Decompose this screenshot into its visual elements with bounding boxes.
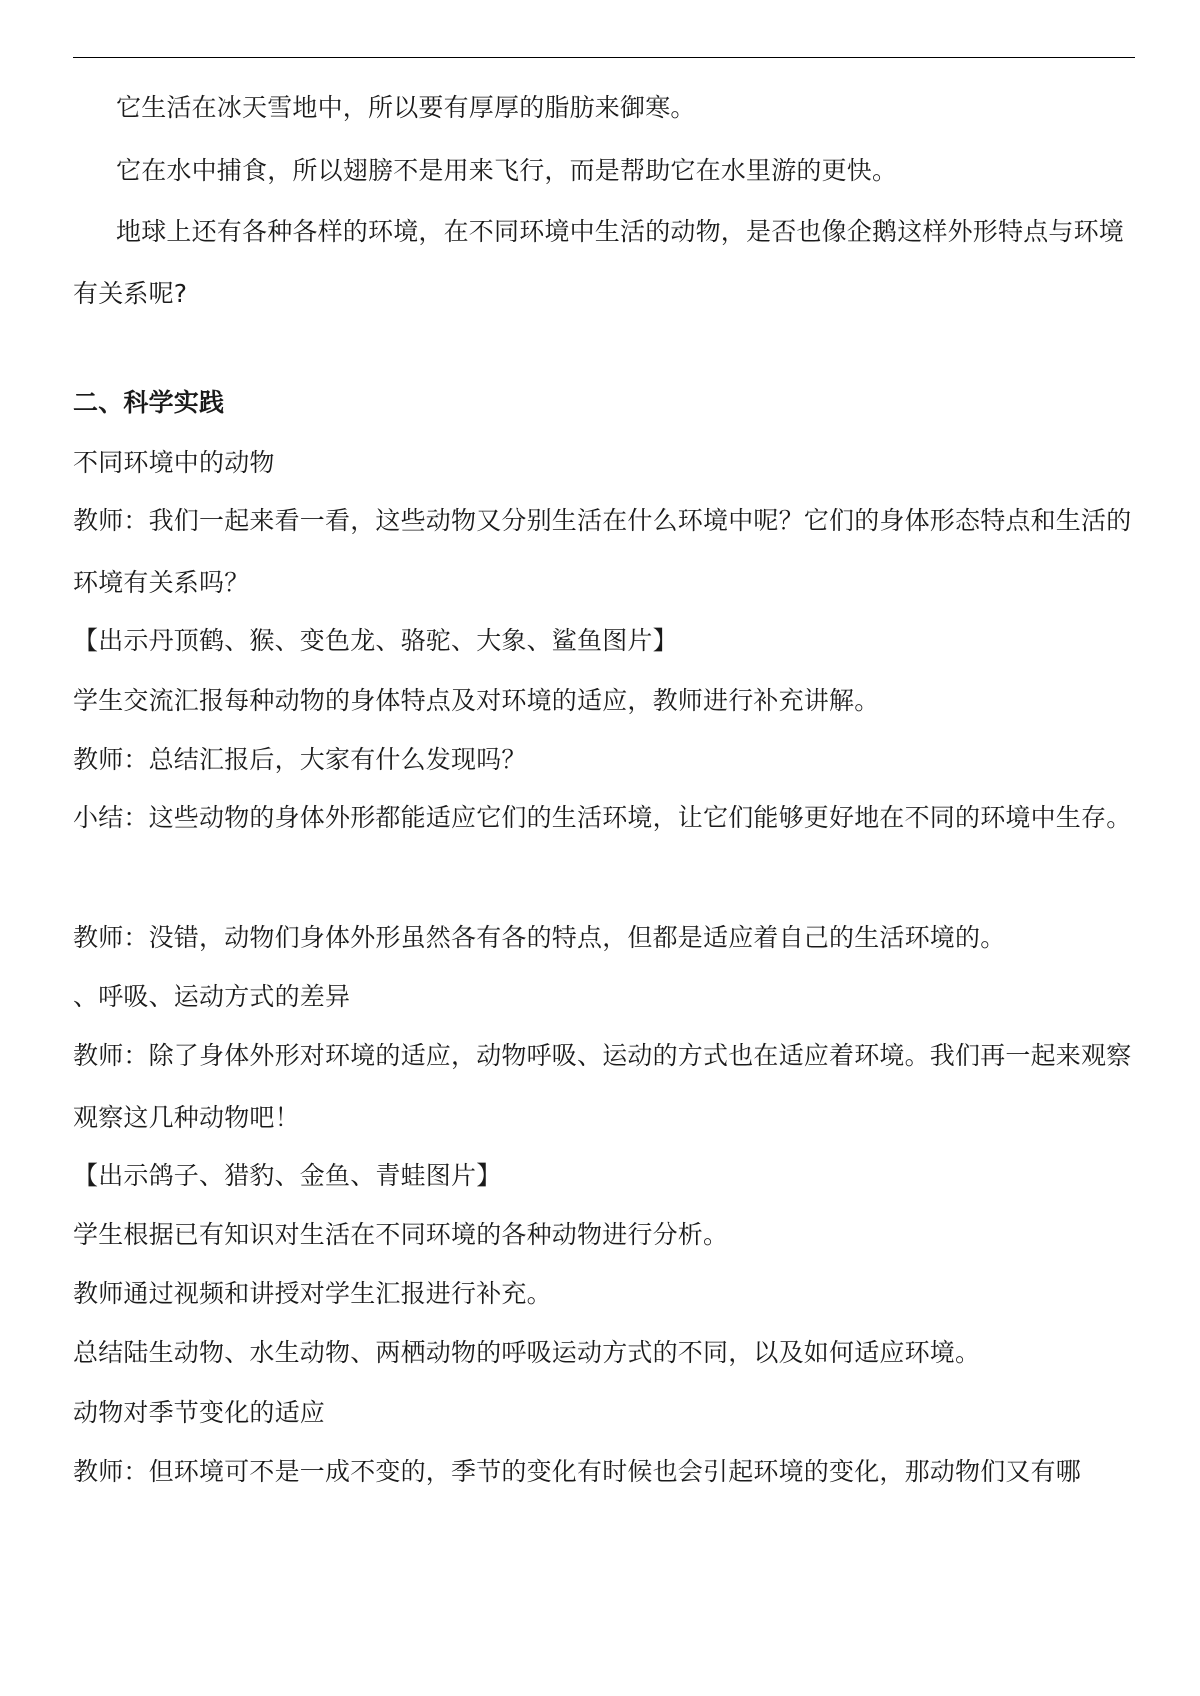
subheading-breathing-movement: 、呼吸、运动方式的差异 <box>73 982 351 1011</box>
summary-breathing-line: 总结陆生动物、水生动物、两栖动物的呼吸运动方式的不同，以及如何适应环境。 <box>73 1338 981 1367</box>
paragraph-fat: 它生活在冰天雪地中，所以要有厚厚的脂肪来御寒。 <box>116 93 696 122</box>
student-analysis-line: 学生根据已有知识对生活在不同环境的各种动物进行分析。 <box>73 1220 729 1249</box>
teacher-line-1: 教师：我们一起来看一看，这些动物又分别生活在什么环境中呢？它们的身体形态特点和生活的环境有关系吗？ <box>73 506 1132 597</box>
teacher-line-4: 教师：除了身体外形对环境的适应，动物呼吸、运动的方式也在适应着环境。我们再一起来观察观察这几种动物吧！ <box>73 1041 1132 1132</box>
paragraph-wings: 它在水中捕食，所以翅膀不是用来飞行，而是帮助它在水里游的更快。 <box>116 156 898 185</box>
subheading-environment-animals: 不同环境中的动物 <box>73 448 275 477</box>
paragraph-question: 地球上还有各种各样的环境，在不同环境中生活的动物，是否也像企鹅这样外形特点与环境有关系呢? <box>73 217 1125 308</box>
teacher-supplement-line: 教师通过视频和讲授对学生汇报进行补充。 <box>73 1279 552 1308</box>
section-heading: 二、科学实践 <box>73 388 225 417</box>
header-rule <box>73 57 1135 58</box>
teacher-line-2: 教师：总结汇报后，大家有什么发现吗？ <box>73 745 527 774</box>
show-pictures-2: 【出示鸽子、猎豹、金鱼、青蛙图片】 <box>73 1161 502 1190</box>
teacher-line-5: 教师：但环境可不是一成不变的，季节的变化有时候也会引起环境的变化，那动物们又有哪 <box>73 1457 1082 1486</box>
subheading-seasonal-adaptation: 动物对季节变化的适应 <box>73 1398 326 1427</box>
student-report-line: 学生交流汇报每种动物的身体特点及对环境的适应，教师进行补充讲解。 <box>73 686 880 715</box>
teacher-line-3: 教师：没错，动物们身体外形虽然各有各的特点，但都是适应着自己的生活环境的。 <box>73 923 1006 952</box>
summary-line: 小结：这些动物的身体外形都能适应它们的生活环境，让它们能够更好地在不同的环境中生存。 <box>73 803 1132 832</box>
show-pictures-1: 【出示丹顶鹤、猴、变色龙、骆驼、大象、鲨鱼图片】 <box>73 626 678 655</box>
